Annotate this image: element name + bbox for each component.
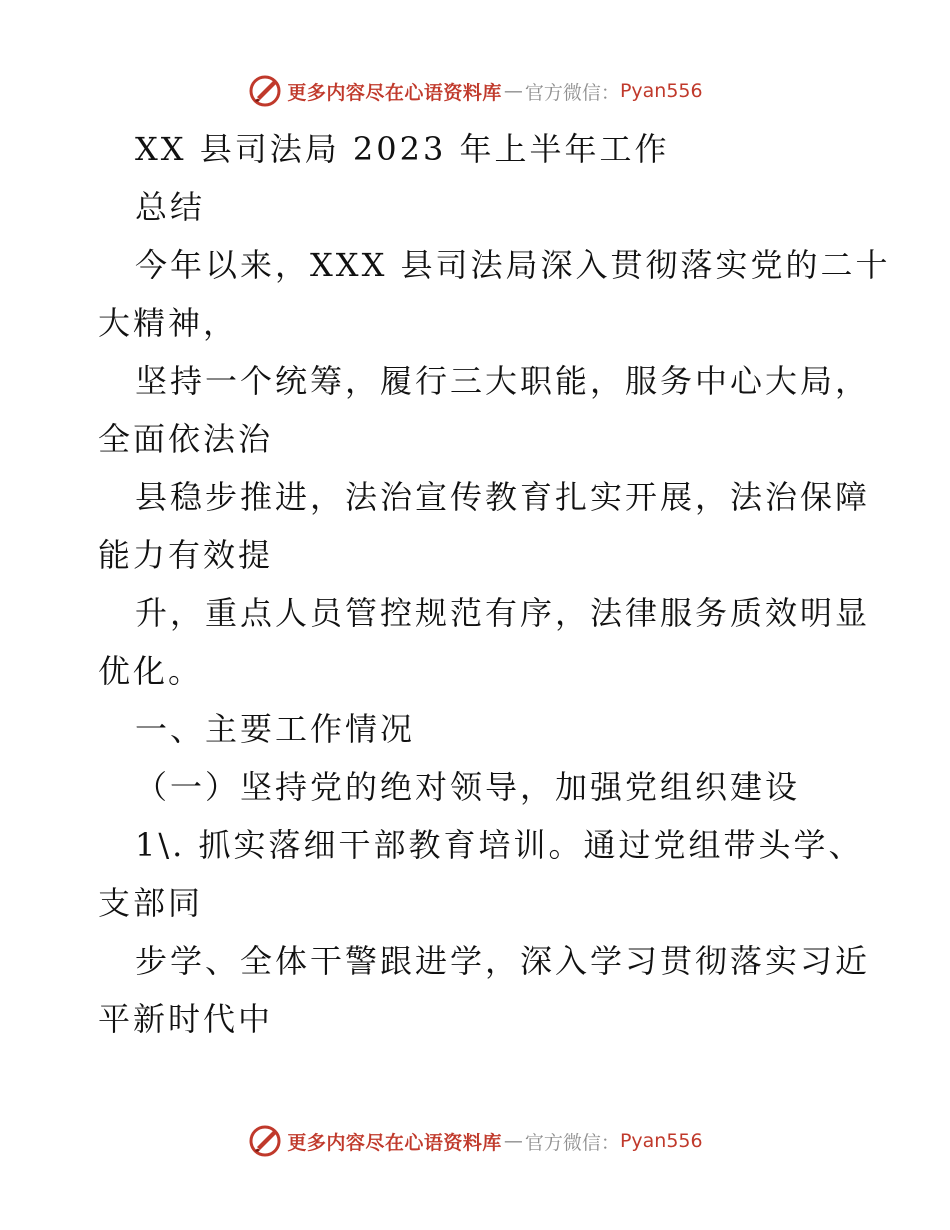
paragraph-line: 优化。 [98,652,204,690]
footer-banner-text: 更多内容尽在心语资料库 [287,1131,502,1154]
paragraph-line: 县稳步推进，法治宣传教育扎实开展，法治保障 [135,478,871,516]
paragraph-line: 升，重点人员管控规范有序，法律服务质效明显 [135,594,871,632]
subsection-heading: （一）坚持党的绝对领导，加强党组织建设 [135,768,801,806]
brush-logo-icon [247,1123,283,1159]
paragraph-line: 能力有效提 [98,536,274,574]
footer-banner [0,1121,950,1161]
paragraph-line: 1\. 抓实落细干部教育培训。通过党组带头学、 [135,826,864,864]
footer-banner-dash: — [503,1130,523,1152]
section-heading: 一、主要工作情况 [135,710,416,748]
paragraph-line: 大精神， [98,304,239,342]
header-banner-id: Pyan556 [619,80,703,102]
paragraph-line: 坚持一个统筹，履行三大职能，服务中心大局， [135,362,871,400]
document-body [98,120,891,1048]
footer-banner-suffix: 官方微信： [524,1131,620,1154]
header-banner-suffix: 官方微信： [524,81,620,104]
paragraph-line: 平新时代中 [98,1000,274,1038]
paragraph-line: 全面依法治 [98,420,274,458]
header-banner-dash: — [503,80,523,102]
footer-banner-id: Pyan556 [619,1130,703,1152]
document-title-line-1: XX 县司法局 2023 年上半年工作 [135,130,670,168]
brush-logo-icon [247,73,283,109]
header-banner [0,71,950,111]
paragraph-line: 支部同 [98,884,204,922]
document-title-line-2: 总结 [135,188,206,226]
paragraph-line: 今年以来，XXX 县司法局深入贯彻落实党的二十 [135,246,891,284]
paragraph-line: 步学、全体干警跟进学，深入学习贯彻落实习近 [135,942,871,980]
header-banner-text: 更多内容尽在心语资料库 [287,81,502,104]
